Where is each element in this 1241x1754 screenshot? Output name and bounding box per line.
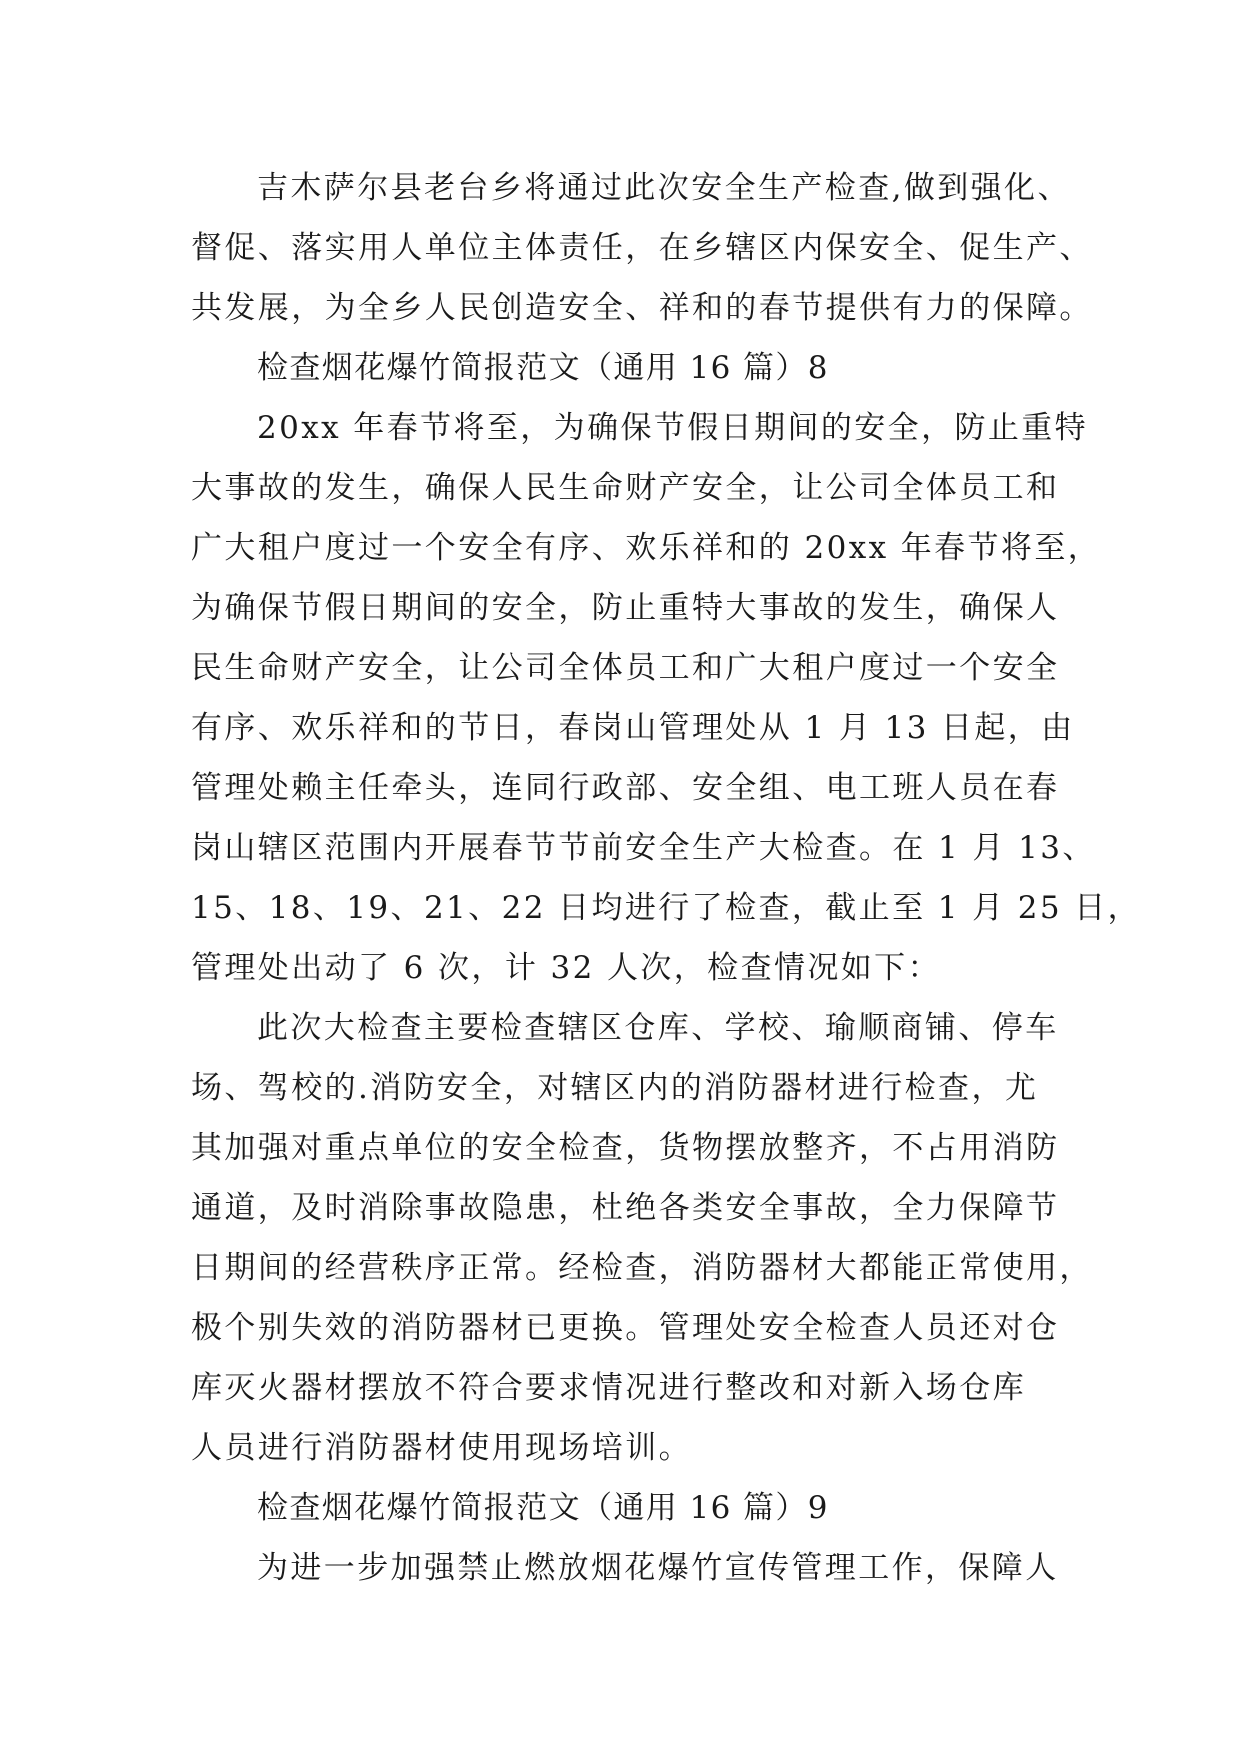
text-line: 有序、欢乐祥和的节日，春岗山管理处从 1 月 13 日起，由: [191, 710, 1075, 746]
heading-text: 检查烟花爆竹简报范文（通用 16 篇）9: [257, 1490, 829, 1526]
paragraph: [191, 998, 1093, 1478]
text-line: 岗山辖区范围内开展春节节前安全生产大检查。在 1 月 13、: [191, 830, 1096, 866]
text-line: 此次大检查主要检查辖区仓库、学校、瑜顺商铺、停车: [257, 1010, 1059, 1046]
text-line: 为进一步加强禁止燃放烟花爆竹宣传管理工作，保障人: [257, 1550, 1059, 1586]
heading-text: 检查烟花爆竹简报范文（通用 16 篇）8: [257, 350, 829, 386]
section-heading: [191, 338, 1071, 398]
text-line: 广大租户度过一个安全有序、欢乐祥和的 20xx 年春节将至，: [191, 530, 1102, 566]
text-line: 其加强对重点单位的安全检查，货物摆放整齐，不占用消防: [191, 1130, 1060, 1166]
text-line: 大事故的发生，确保人民生命财产安全，让公司全体员工和: [191, 470, 1060, 506]
document-body: [191, 158, 1142, 1598]
text-line: 管理处赖主任牵头，连同行政部、安全组、电工班人员在春: [191, 770, 1060, 806]
text-line: 共发展，为全乡人民创造安全、祥和的春节提供有力的保障。: [191, 290, 1093, 326]
text-line: 通道，及时消除事故隐患，杜绝各类安全事故，全力保障节: [191, 1190, 1060, 1226]
text-line: 管理处出动了 6 次，计 32 人次，检查情况如下：: [191, 950, 941, 986]
text-line: 为确保节假日期间的安全，防止重特大事故的发生，确保人: [191, 590, 1060, 626]
text-line: 20xx 年春节将至，为确保节假日期间的安全，防止重特: [257, 410, 1089, 446]
text-line: 人员进行消防器材使用现场培训。: [191, 1430, 692, 1466]
section-heading: [191, 1478, 1071, 1538]
text-line: 场、驾校的.消防安全，对辖区内的消防器材进行检查，尤: [191, 1070, 1039, 1106]
paragraph: [191, 398, 1142, 998]
text-line: 督促、落实用人单位主体责任，在乡辖区内保安全、促生产、: [191, 230, 1093, 266]
paragraph: [191, 1538, 1071, 1598]
text-line: 吉木萨尔县老台乡将通过此次安全生产检查,做到强化、: [257, 170, 1071, 206]
text-line: 15、18、19、21、22 日均进行了检查，截止至 1 月 25 日，: [191, 890, 1142, 926]
text-line: 民生命财产安全，让公司全体员工和广大租户度过一个安全: [191, 650, 1060, 686]
text-line: 库灭火器材摆放不符合要求情况进行整改和对新入场仓库: [191, 1370, 1026, 1406]
text-line: 极个别失效的消防器材已更换。管理处安全检查人员还对仓: [191, 1310, 1060, 1346]
text-line: 日期间的经营秩序正常。经检查，消防器材大都能正常使用，: [191, 1250, 1093, 1286]
paragraph: [191, 158, 1093, 338]
